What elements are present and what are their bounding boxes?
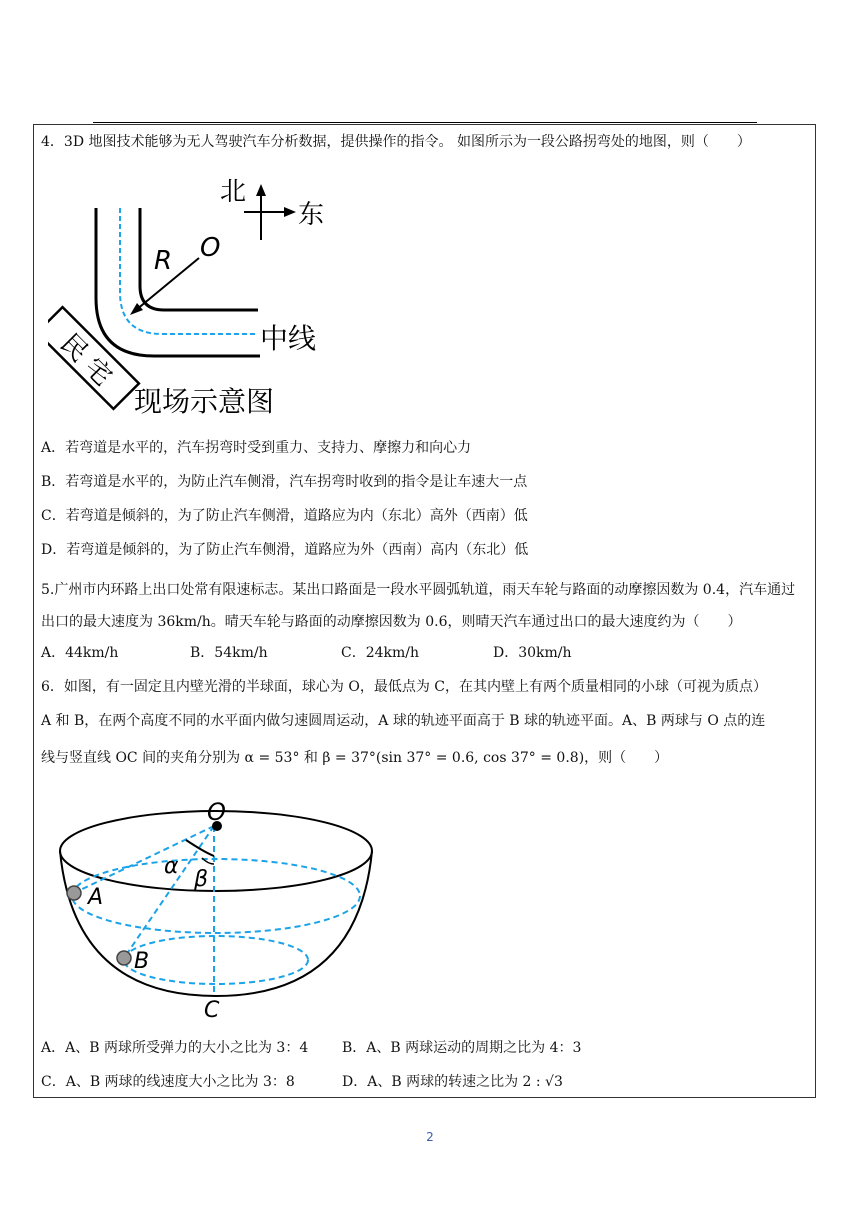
q6-option-d: D．A、B 两球的转速之比为 2 : √3 xyxy=(342,1074,563,1090)
q5-option-a: A．44km/h xyxy=(41,645,119,661)
header-rule xyxy=(93,122,757,123)
q5-stem: 5.广州市内环路上出口处常有限速标志。某出口路面是一段水平圆弧轨道，雨天车轮与路面的动摩擦因数为 0.4，汽车通过出口的最大速度为 36km/h。晴天车轮与路面的动摩擦因数为 0.6，则晴天汽车通过出口的最大速度约为（ ） xyxy=(41,582,796,630)
q4-road-figure xyxy=(48,168,338,424)
label-b: B xyxy=(134,949,150,974)
label-c: C xyxy=(204,998,220,1023)
ball-b xyxy=(117,951,131,965)
orbit-b xyxy=(124,936,308,984)
figure-caption: 现场示意图 xyxy=(134,385,275,418)
q4-option-a: A．若弯道是水平的，汽车拐弯时受到重力、支持力、摩擦力和向心力 xyxy=(41,440,472,456)
q4-stem: 4．3D 地图技术能够为无人驾驶汽车分析数据，提供操作的指令。 如图所示为一段公路拐弯处的地图，则（ ） xyxy=(41,134,751,150)
midline-label: 中线 xyxy=(260,322,317,355)
q4-option-d: D．若弯道是倾斜的，为了防止汽车侧滑，道路应为外（西南）高内（东北）低 xyxy=(41,542,529,558)
label-alpha: α xyxy=(164,854,179,879)
house-label-2: 宅 xyxy=(78,352,118,392)
center-label: O xyxy=(200,233,221,263)
east-label: 东 xyxy=(298,200,325,230)
q6-option-c: C．A、B 两球的线速度大小之比为 3：8 xyxy=(41,1074,295,1090)
page-number: 2 xyxy=(426,1130,434,1144)
label-o: O xyxy=(207,800,226,826)
north-label: 北 xyxy=(220,177,247,207)
q5-option-d: D．30km/h xyxy=(493,645,572,661)
east-arrow-icon xyxy=(284,207,296,217)
house-label-1: 民 xyxy=(54,328,94,368)
ball-a xyxy=(67,886,81,900)
q6-stem-2: A 和 B，在两个高度不同的水平面内做匀速圆周运动，A 球的轨迹平面高于 B 球的轨迹平面。A、B 两球与 O 点的连 xyxy=(41,713,766,729)
q5-option-c: C．24km/h xyxy=(341,645,420,661)
label-beta: β xyxy=(194,867,209,892)
radius-label: R xyxy=(154,246,173,276)
q6-option-a: A．A、B 两球所受弹力的大小之比为 3：4 xyxy=(41,1040,309,1056)
q6-stem-1: 6．如图，有一固定且内壁光滑的半球面，球心为 O，最低点为 C，在其内壁上有两个质量相同的小球（可视为质点） xyxy=(41,679,767,695)
q4-option-c: C．若弯道是倾斜的，为了防止汽车侧滑，道路应为内（东北）高外（西南）低 xyxy=(41,508,528,524)
label-a: A xyxy=(88,885,104,910)
q5-option-b: B．54km/h xyxy=(190,645,268,661)
north-arrow-icon xyxy=(256,184,266,196)
q6-option-b: B．A、B 两球运动的周期之比为 4：3 xyxy=(342,1040,582,1056)
q6-stem-3: 线与竖直线 OC 间的夹角分别为 α = 53° 和 β = 37°(sin 37° = 0.6, cos 37° = 0.8)，则（ ） xyxy=(41,750,669,766)
q4-option-b: B．若弯道是水平的，为防止汽车侧滑，汽车拐弯时收到的指令是让车速大一点 xyxy=(41,474,528,490)
orbit-a xyxy=(72,859,360,933)
q6-bowl-figure xyxy=(54,800,394,1026)
